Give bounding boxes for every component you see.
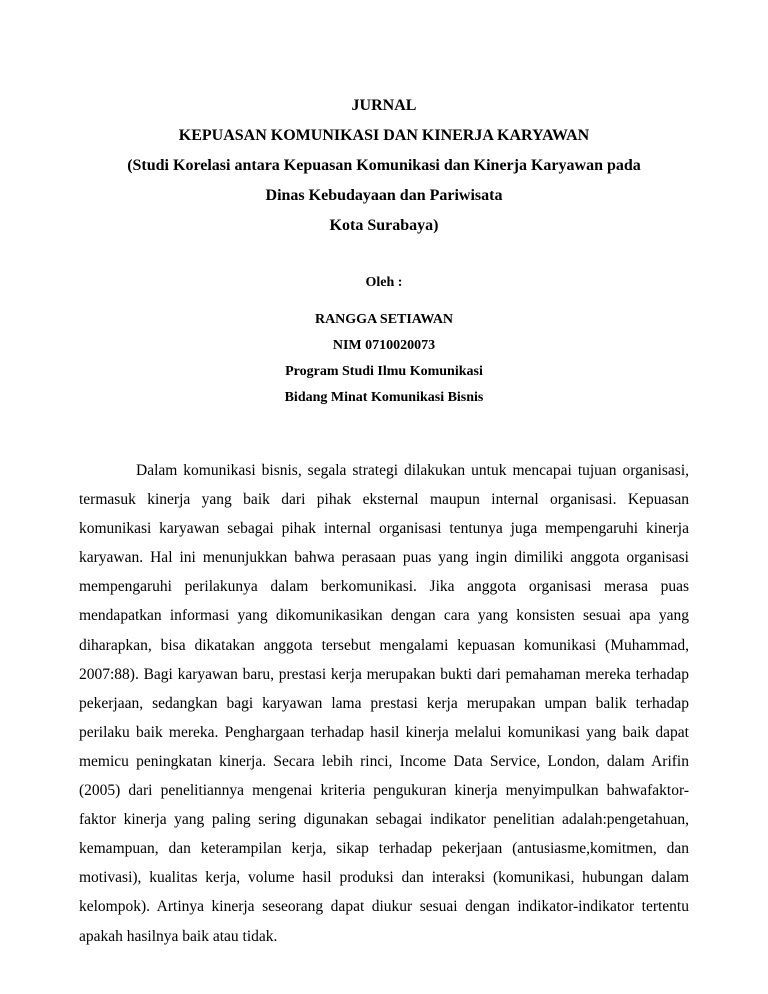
author-nim: NIM 0710020073: [332, 338, 436, 353]
study-field: Bidang Minat Komunikasi Bisnis: [284, 390, 484, 405]
journal-subtitle-line-1: (Studi Korelasi antara Kepuasan Komunikasi dan Kinerja Karyawan pada: [127, 157, 641, 174]
body-paragraph-text: Dalam komunikasi bisnis, segala strategi dilakukan untuk mencapai tujuan organisasi, termasuk kinerja yang baik dari pihak eksternal maupun internal organisasi. Kepuasan komunikasi karyawan sebagai pihak internal organisasi tentunya juga mempengaruhi kinerja karyawan. Hal ini menunjukkan bahwa perasaan puas yang ingin dimiliki anggota organisasi mempengaruhi perilakunya dalam berkomunikasi. Jika anggota organisasi merasa puas mendapatkan informasi yang dikomunikasikan dengan cara yang konsisten sesuai apa yang diharapkan, bisa dikatakan anggota tersebut mengalami kepuasan komunikasi (Muhammad, 2007:88). Bagi karyawan baru, prestasi kerja merupakan bukti dari pemahaman mereka terhadap pekerjaan, sedangkan bagi karyawan lama prestasi kerja merupakan umpan balik terhadap perilaku baik mereka. Penghargaan terhadap hasil kinerja melalui komunikasi yang baik dapat memicu peningkatan kinerja. Secara lebih rinci, Income Data Service, London, dalam Arifin (2005) dari penelitiannya mengenai kriteria pengukuran kinerja menyimpulkan bahwafaktor-faktor kinerja yang paling sering digunakan sebagai indikator penelitian adalah:pengetahuan, kemampuan, dan keterampilan kerja, sikap terhadap pekerjaan (antusiasme,komitmen, dan motivasi), kualitas kerja, volume hasil produksi dan interaksi (komunikasi, hubungan dalam kelompok). Artinya kinerja seseorang dapat diukur sesuai dengan indikator-indikator tertentu apakah hasilnya baik atau tidak.: [79, 462, 689, 945]
by-label: Oleh :: [365, 275, 403, 290]
author-name: RANGGA SETIAWAN: [314, 312, 454, 327]
author-block: [0, 272, 768, 411]
study-program: Program Studi Ilmu Komunikasi: [285, 364, 483, 379]
body-paragraph: [79, 456, 689, 951]
journal-title: KEPUASAN KOMUNIKASI DAN KINERJA KARYAWAN: [178, 127, 590, 144]
journal-subtitle-line-3: Kota Surabaya): [329, 217, 439, 234]
journal-subtitle-line-2: Dinas Kebudayaan dan Pariwisata: [265, 187, 503, 204]
journal-heading: JURNAL: [351, 97, 417, 114]
journal-title-block: [0, 91, 768, 241]
